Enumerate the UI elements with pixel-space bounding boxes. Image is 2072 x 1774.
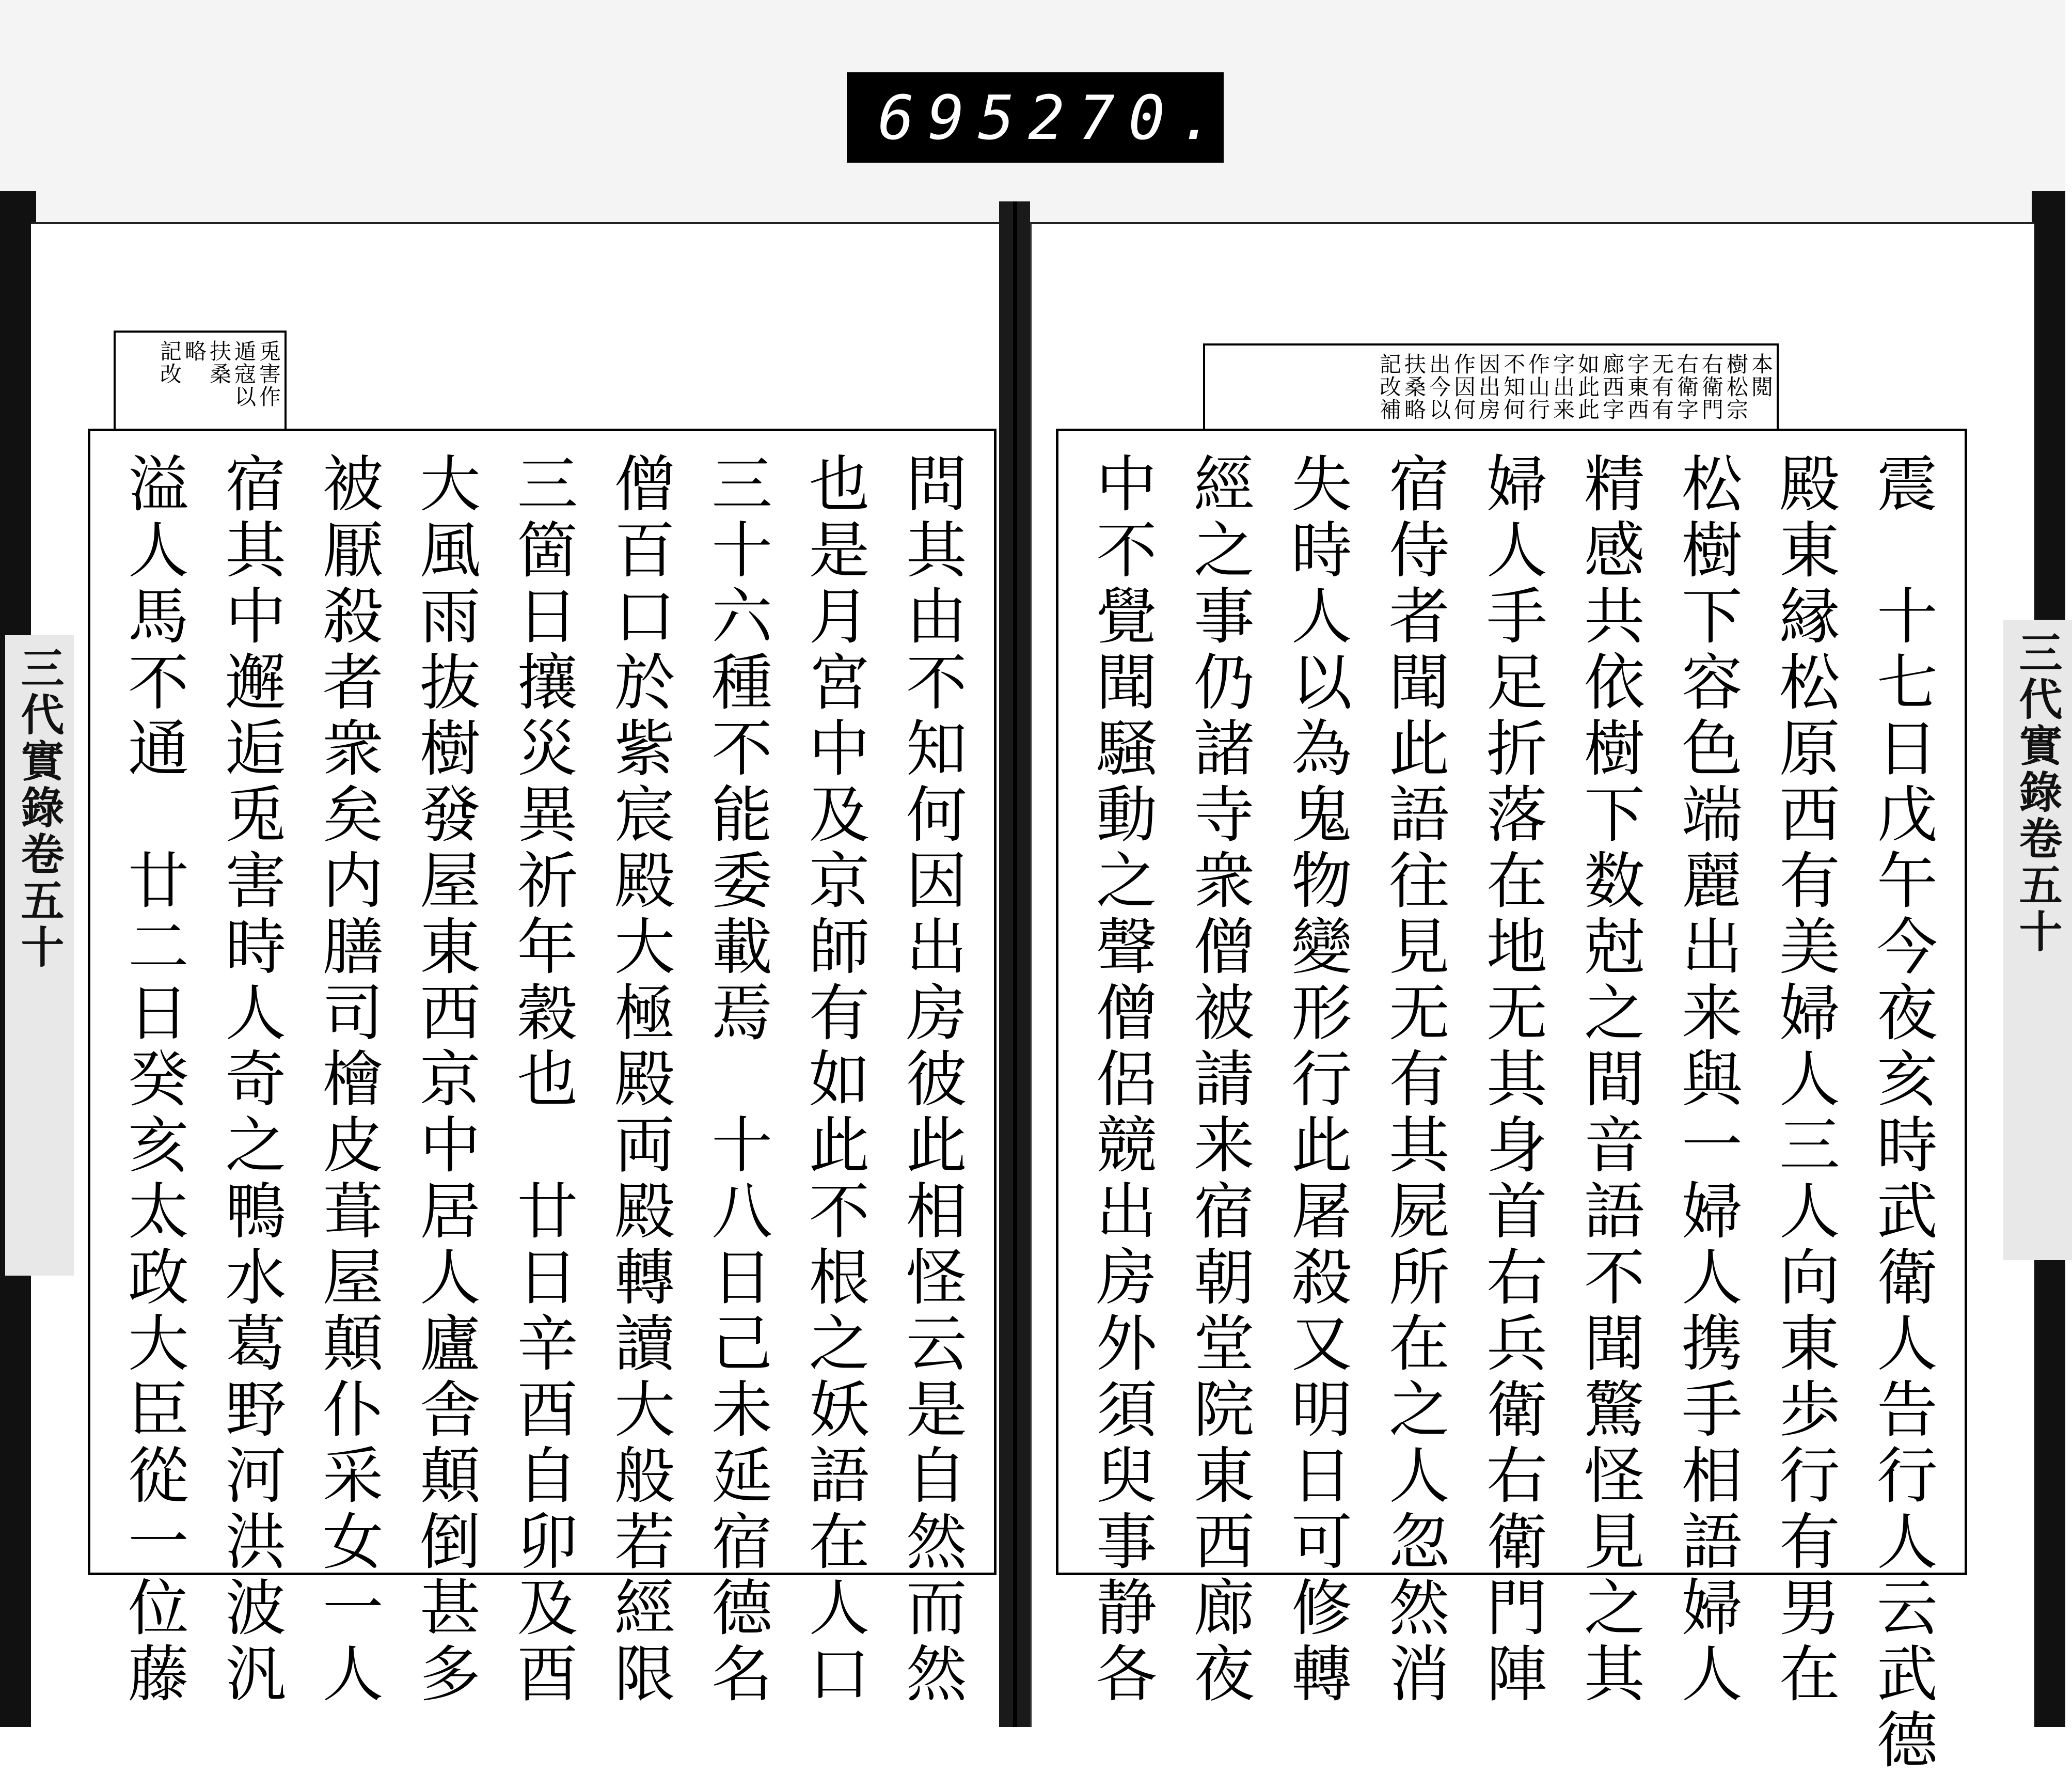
headnote-column: 作因何 <box>1451 353 1476 421</box>
headnote-column: 扶桑略 <box>1401 353 1427 421</box>
text-column: 松樹下容色端麗出来與一婦人携手相語婦人 <box>1671 452 1743 1708</box>
text-column: 溢人馬不通 廿二日癸亥太政大臣從一位藤 <box>117 452 189 1708</box>
right-headnote <box>1203 343 1779 434</box>
headnote-column: 出今以 <box>1426 353 1451 421</box>
text-column: 婦人手足折落在地无其身首右兵衛右衛門陣 <box>1476 452 1547 1708</box>
headnote-column: 兎害作 <box>256 340 281 408</box>
headnote-column: 遁寇以 <box>231 340 257 408</box>
gutter-fold <box>1013 201 1017 1727</box>
text-column: 問其由不知何因出房彼此相怪云是自然而然 <box>895 452 967 1708</box>
headnote-column: 如此此 <box>1575 353 1600 421</box>
frame-number-left: 695 <box>878 82 1029 153</box>
headnote-column: 无有有 <box>1649 353 1674 421</box>
headnote-column: 扶桑 <box>207 340 232 385</box>
headnote-column: 不知何 <box>1500 353 1526 421</box>
frame-number-right: 270. <box>1028 82 1229 153</box>
text-column: 被厭殺者衆矣内膳司檜皮葺屋顛仆采女一人 <box>312 452 384 1708</box>
headnote-column: 記改 <box>157 340 182 385</box>
microfilm-frame-number <box>847 72 1229 163</box>
text-column: 震 十七日戊午今夜亥時武衛人告行人云武德 <box>1866 452 1938 1774</box>
headnote-column: 廊西字 <box>1600 353 1625 421</box>
headnote-column: 右衛門 <box>1699 353 1724 421</box>
text-column: 精感共依樹下数尅之間音語不聞驚怪見之其 <box>1573 452 1645 1708</box>
text-column: 大風雨抜樹發屋東西京中居人廬舎顛倒甚多 <box>409 452 481 1708</box>
headnote-column: 作山行 <box>1525 353 1551 421</box>
text-column: 經之事仍諸寺衆僧被請来宿朝堂院東西廊夜 <box>1183 452 1255 1708</box>
text-column: 僧百口於紫宸殿大極殿両殿轉讀大般若經限 <box>604 452 675 1708</box>
headnote-column: 記改補 <box>1377 353 1402 421</box>
text-column: 失時人以為鬼物變形行此屠殺又明日可修轉 <box>1280 452 1352 1708</box>
text-column: 宿其中邂逅兎害時人奇之鴨水葛野河洪波汎 <box>215 452 287 1708</box>
headnote-column: 本閲 <box>1748 353 1774 398</box>
spine-title-right: 三代實錄卷五十 <box>2003 620 2072 1260</box>
text-column: 中不覺聞騒動之聲僧侶競出房外須臾事静各 <box>1085 452 1157 1708</box>
right-text-frame <box>1056 429 1967 1774</box>
headnote-column: 字出来 <box>1550 353 1575 421</box>
text-column: 殿東縁松原西有美婦人三人向東歩行有男在 <box>1768 452 1840 1708</box>
headnote-column: 右衛字 <box>1674 353 1699 421</box>
headnote-column: 因出房 <box>1476 353 1501 421</box>
text-column: 三十六種不能委載焉 十八日己未延宿德名 <box>701 452 773 1708</box>
headnote-column: 字東西 <box>1624 353 1650 421</box>
text-column: 三箇日攘災異祈年穀也 廿日辛酉自卯及酉 <box>507 452 578 1708</box>
headnote-column: 略 <box>182 340 207 363</box>
left-headnote <box>114 331 287 431</box>
spine-title-left: 三代實錄卷五十 <box>5 635 74 1276</box>
text-column: 宿侍者聞此語往見无有其屍所在之人忽然消 <box>1378 452 1450 1708</box>
text-column: 也是月宮中及京師有如此不根之妖語在人口 <box>798 452 870 1708</box>
left-text-frame <box>88 429 997 1708</box>
headnote-column: 樹松宗 <box>1723 353 1749 421</box>
